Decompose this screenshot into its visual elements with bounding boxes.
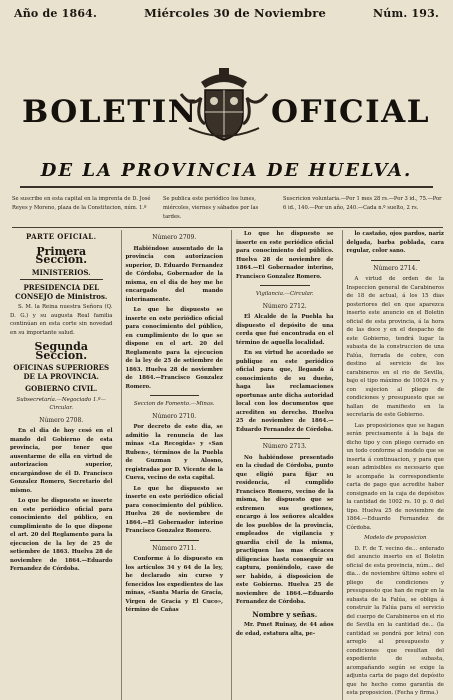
article-paragraph: En el dia de hoy cesó en el mando del Gobierno de esta provincia, por tener que ausentarme de ella en virtud de autorizacion superior, encargándose de él D. Francisco Gonzalez Romero, Secretario del mismo. [10, 428, 113, 494]
divider [150, 395, 200, 396]
masthead-subtitle: DE LA PROVINCIA DE HUELVA. [40, 160, 413, 181]
article-paragraph: S. M. la Reina nuestra Señora (Q. D. G.) y su augusta Real familia continúan en esta corte sin novedad en su importante salud. [10, 304, 113, 336]
article-number: Número 2711. [152, 544, 197, 552]
article-paragraph: Lo que he dispuesto se inserte en este periódico oficial para conocimiento del público, en cumplimiento de lo que dispone el art. 20 del Reglamento para la ejecucion de la ley de 25 de setiembre de 1863. Huelva 28 de noviembre de 1864.—Eduardo Fernandez de Córdoba. [10, 498, 113, 572]
subscription-prices: Suscricion voluntaria.—Por 1 mes 28 rs.—Por 3 id., 75.—Por 6 id., 140.—Por un año, 240.—Cada n.º suelto, 2 rs. [283, 196, 442, 211]
section-subtitle: Modelo de proposicion [364, 535, 427, 541]
section-subtitle: Nombre y señas. [252, 609, 318, 619]
article-paragraph: Las proposiciones que se hagan serán precisamente á la baja de dicho tipo y con pliego cerrado en un todo conforme al modelo que se inserta á continuacion, y para que sean admisibles es necesario que le acompañe la correspondiente carta de pago que acredite haber consignado en la caja de depósitos la cantidad de 1002 rs. 10 p. 0 del tipo. Huelva 25 de noviembre de 1864.—Eduardo Fernandez de Córdoba. [346, 422, 444, 531]
article-paragraph: En su virtud he acordado se publique en este periódico oficial para que, llegando á conocimiento de su dueño, haga las reclamaciones oportunas ante dicha autoridad local con los documentos que acrediten su derecho. Huelva 25 de noviembre de 1864.—Eduardo Fernandez de Córdoba. [236, 350, 334, 433]
issue-date: Miércoles 30 de Noviembre [144, 6, 326, 20]
article-number: Número 2708. [39, 416, 84, 424]
negociado-label: Seccion de Fomento.—Minas. [133, 401, 215, 407]
article-paragraph: Lo que he dispuesto se inserte en este periódico oficial para conocimiento del público, en cumplimiento de lo que se dispone en el art. 20 del Reglamento para la ejecucion de la ley de 25 de setiembre de 1863. Huelva 28 de noviembre de 1864.—Francisco Gonzalez Romero. [125, 307, 223, 390]
article-paragraph: El Alcalde de la Puebla ha dispuesto el depósito de una cerda que fué encontrada en el término de aquella localidad. [236, 314, 334, 346]
divider [150, 540, 200, 541]
divider [20, 186, 433, 188]
section-subtitle: MINISTERIOS. [31, 267, 91, 277]
article-paragraph: lo castaño, ojos pardos, nariz delgada, barba poblada, cara regular, color sano. [346, 231, 444, 254]
article-number: Número 2713. [262, 443, 307, 450]
subscription-place: Se suscribe en esta capital en la imprenta de D. José Reyes y Moreno, plaza de la Constitucion, núm. 1.º [12, 196, 151, 211]
masthead-title-left: BOLETIN [22, 94, 198, 130]
publication-days: Se publica este periódico los lunes, miércoles, viernes y sábados por las tardes. [163, 196, 259, 220]
divider [12, 227, 443, 228]
article-number: Número 2709. [152, 234, 197, 241]
issue-header [14, 6, 439, 22]
issue-year: Año de 1864. [14, 7, 98, 20]
article-paragraph: Conforme á lo dispuesto en los artículos 34 y 64 de la ley, he declarado sin curso y fenecidos los expedientes de las minas, «Santa Maria de Gracia, Virgen de Gracia y El Cuco», término de Cañas [125, 556, 223, 613]
section-title: Primera Seccion. [35, 244, 88, 266]
section-heading: PARTE OFICIAL. [26, 232, 97, 241]
section-title: Segunda Seccion. [34, 340, 88, 362]
divider [371, 260, 421, 261]
article-paragraph: Habiéndose ausentado de la provincia con autorizacion superior, D. Eduardo Fernandez de Córdoba, Gobernador de la misma, en el dia de hoy me he encargado del mando interinamente. [125, 245, 223, 303]
masthead [0, 68, 453, 128]
article-paragraph: A virtud de orden de la Inspeccion general de Carabineros de 18 de actual, á los 15 dias posteriores del en que aparezca inserto este anuncio en el Boletin oficial de esta provincia, á la hora de las doce y en el despacho de este Gobierno, tendrá lugar la subasta de la construccion de una Falúa, forrada de cobre, con destino al servicio de los carabineros en el rio de Sevilla, bajo el tipo máximo de 10024 rs. y con sujecion al pliego de condiciones y presupuesto que se hallan de manifiesto en la secretaría de este Gobierno. [346, 276, 444, 418]
article-paragraph: Lo que he dispuesto se inserte en este periódico oficial para conocimiento del público. Huelva 28 de noviembre de 1864.—El Gobernador interino, Francisco Gonzalez Romero. [236, 231, 334, 280]
section-subtitle: PRESIDENCIA DEL CONSEJO de Ministros. [15, 283, 108, 301]
article-number: Número 2714. [373, 264, 418, 272]
article-paragraph: No habiéndose presentado en la ciudad de Córdoba, punto que eligió para fijar su residencia, el cumplido Francisco Romero, vecino de la misma, he dispuesto que se extremen sus gestiones, encargo á los señores alcaldes de los pueblos de la provincia, empleados de vigilancia y guardia civil de la misma, practiquen las mas eficaces diligencias hasta conseguir su captura, poniéndolo, caso de ser habido, á disposicion de este Gobierno. Huelva 25 de noviembre de 1864.—Eduardo Fernandez de Córdoba. [236, 454, 334, 605]
article-number: Número 2712. [262, 302, 307, 310]
article-paragraph: D. F. de T. vecino de... enterado del anuncio inserto en el Boletin oficial de esta provincia, núm... del dia... de noviembre último sobre el pliego de condiciones y presupuesto que han de regir en la subasta de la Falúa, se obliga á construir la Falúa para el servicio del cuerpo de Carabineros en el rio de Sevilla en la cantidad de... (la cantidad se pondrá por letra) con arreglo al presupuesto y condiciones que resultan del expediente de subasta, acompañando según se exige la adjunta carta de pago del depósito que he hecho como garantía de esta proposicion. (Fecha y firma.) [346, 545, 444, 696]
article-columns [10, 230, 447, 696]
divider [20, 279, 103, 280]
masthead-title-right: OFICIAL [270, 94, 430, 130]
column-3 [231, 230, 337, 700]
column-1 [10, 230, 116, 700]
divider [260, 285, 310, 286]
article-paragraph: Por decreto de este dia, se admitio la renuncia de las minas «La Recogida» y «San Ruben», términos de la Puebla de Guzman y Alosno, registradas por D. Vicente de la Cueva, vecino de esta capital. [125, 424, 223, 481]
issue-number: Núm. 193. [373, 7, 439, 20]
section-subtitle: OFICINAS SUPERIORES DE LA PROVINCIA. [13, 363, 110, 381]
negociado-label: Vigilancia.—Circular. [255, 291, 314, 297]
section-subtitle: GOBIERNO CIVIL. [25, 384, 98, 393]
column-2 [121, 230, 227, 700]
royal-coat-of-arms-icon [171, 68, 277, 143]
article-paragraph: Lo que he dispuesto se inserte en este periódico oficial para conocimiento del público. Huelva 26 de noviembre de 1864.—El Gobernador interino Francisco Gonzalez Romero. [125, 485, 223, 534]
article-paragraph: Mr. Pmet Ruinay, de 44 años de edad, estatura alta, pe- [236, 622, 334, 637]
article-number: Número 2710. [152, 412, 197, 420]
column-4 [342, 230, 448, 700]
subscription-info [12, 195, 443, 225]
negociado-label: Subsecretaría.—Negociado 1.º—Circular. [16, 396, 106, 411]
divider [260, 438, 310, 439]
